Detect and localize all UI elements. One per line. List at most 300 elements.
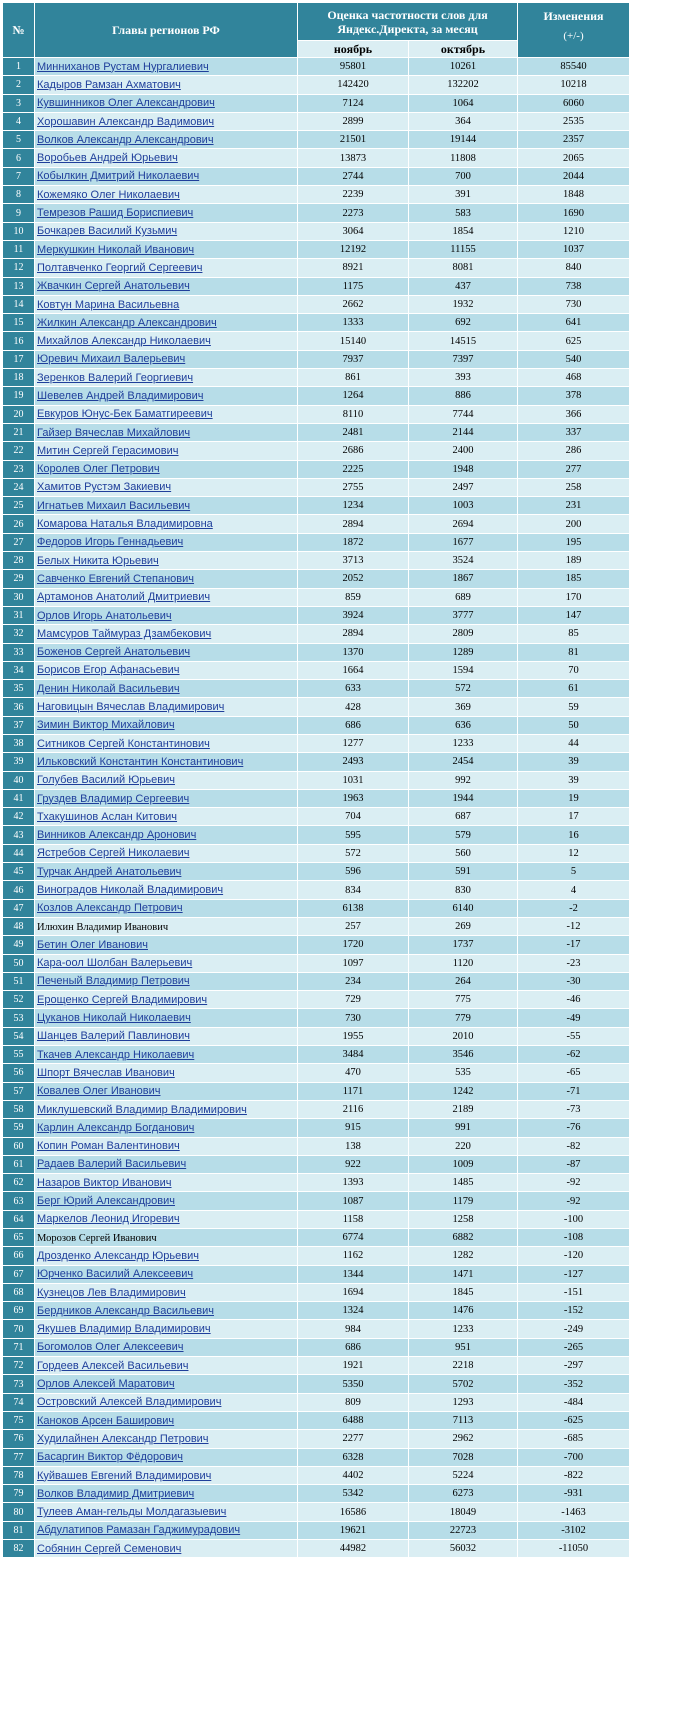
name-cell bbox=[35, 167, 298, 185]
governor-link[interactable]: Волков Александр Александрович bbox=[37, 133, 214, 146]
name-cell bbox=[35, 917, 298, 935]
table-row bbox=[3, 1082, 630, 1100]
change-value: 366 bbox=[518, 405, 630, 423]
november-value: 19621 bbox=[298, 1521, 409, 1539]
header-change-label: Изменения bbox=[543, 9, 604, 23]
november-value: 1393 bbox=[298, 1174, 409, 1192]
governor-link[interactable]: Темрезов Рашид Бориспиевич bbox=[37, 207, 194, 220]
november-value: 1158 bbox=[298, 1210, 409, 1228]
november-value: 428 bbox=[298, 698, 409, 716]
november-value: 257 bbox=[298, 917, 409, 935]
october-value: 692 bbox=[409, 314, 518, 332]
change-value: 641 bbox=[518, 314, 630, 332]
november-value: 3064 bbox=[298, 222, 409, 240]
governor-link[interactable]: Назаров Виктор Иванович bbox=[37, 1176, 172, 1189]
table-row bbox=[3, 1521, 630, 1539]
november-value: 2894 bbox=[298, 515, 409, 533]
table-row bbox=[3, 899, 630, 917]
governor-link[interactable]: Юрченко Василий Алексеевич bbox=[37, 1268, 194, 1281]
october-value: 1948 bbox=[409, 460, 518, 478]
row-number: 2 bbox=[3, 76, 35, 94]
governors-table bbox=[2, 2, 630, 1558]
row-number: 43 bbox=[3, 826, 35, 844]
table-row bbox=[3, 1357, 630, 1375]
november-value: 3713 bbox=[298, 552, 409, 570]
table-row bbox=[3, 753, 630, 771]
name-cell bbox=[35, 625, 298, 643]
governor-link[interactable]: Боженов Сергей Анатольевич bbox=[37, 646, 191, 659]
change-value: 61 bbox=[518, 680, 630, 698]
governor-link[interactable]: Полтавченко Георгий Сергеевич bbox=[37, 261, 203, 274]
table-row bbox=[3, 1064, 630, 1082]
name-cell bbox=[35, 1192, 298, 1210]
table-row bbox=[3, 204, 630, 222]
table-row bbox=[3, 844, 630, 862]
governor-name: Морозов Сергей Иванович bbox=[37, 1232, 157, 1244]
governor-link[interactable]: Жилкин Александр Александрович bbox=[37, 316, 217, 329]
change-value: -931 bbox=[518, 1485, 630, 1503]
table-row bbox=[3, 369, 630, 387]
october-value: 1282 bbox=[409, 1247, 518, 1265]
row-number: 69 bbox=[3, 1302, 35, 1320]
october-value: 393 bbox=[409, 369, 518, 387]
november-value: 1955 bbox=[298, 1027, 409, 1045]
october-value: 2454 bbox=[409, 753, 518, 771]
governor-link[interactable]: Воробьев Андрей Юрьевич bbox=[37, 152, 178, 165]
october-value: 779 bbox=[409, 1009, 518, 1027]
october-value: 1737 bbox=[409, 936, 518, 954]
change-value: 337 bbox=[518, 423, 630, 441]
row-number: 29 bbox=[3, 570, 35, 588]
november-value: 1370 bbox=[298, 643, 409, 661]
row-number: 22 bbox=[3, 442, 35, 460]
governor-link[interactable]: Берг Юрий Александрович bbox=[37, 1195, 175, 1208]
change-value: 1037 bbox=[518, 240, 630, 258]
governor-link[interactable]: Артамонов Анатолий Дмитриевич bbox=[37, 591, 211, 604]
governor-link[interactable]: Комарова Наталья Владимировна bbox=[37, 518, 213, 531]
governor-link[interactable]: Ерощенко Сергей Владимирович bbox=[37, 993, 208, 1006]
october-value: 7397 bbox=[409, 350, 518, 368]
october-value: 1845 bbox=[409, 1283, 518, 1301]
table-row bbox=[3, 972, 630, 990]
october-value: 11155 bbox=[409, 240, 518, 258]
governor-link[interactable]: Богомолов Олег Алексеевич bbox=[37, 1341, 184, 1354]
name-cell bbox=[35, 131, 298, 149]
table-row bbox=[3, 716, 630, 734]
november-value: 2894 bbox=[298, 625, 409, 643]
table-row bbox=[3, 295, 630, 313]
name-cell bbox=[35, 350, 298, 368]
october-value: 7028 bbox=[409, 1448, 518, 1466]
name-cell bbox=[35, 1247, 298, 1265]
row-number: 52 bbox=[3, 991, 35, 1009]
table-row bbox=[3, 570, 630, 588]
november-value: 859 bbox=[298, 588, 409, 606]
november-value: 21501 bbox=[298, 131, 409, 149]
row-number: 30 bbox=[3, 588, 35, 606]
governor-link[interactable]: Ковтун Марина Васильевна bbox=[37, 298, 180, 311]
name-cell bbox=[35, 661, 298, 679]
november-value: 6328 bbox=[298, 1448, 409, 1466]
october-value: 369 bbox=[409, 698, 518, 716]
governor-link[interactable]: Ястребов Сергей Николаевич bbox=[37, 847, 190, 860]
name-cell bbox=[35, 771, 298, 789]
governor-link[interactable]: Куйвашев Евгений Владимирович bbox=[37, 1469, 212, 1482]
row-number: 44 bbox=[3, 844, 35, 862]
table-row bbox=[3, 460, 630, 478]
governor-link[interactable]: Ильковский Константин Константинович bbox=[37, 755, 244, 768]
name-cell bbox=[35, 863, 298, 881]
governor-link[interactable]: Тулеев Аман-гельды Молдагазыевич bbox=[37, 1506, 227, 1519]
governor-link[interactable]: Митин Сергей Герасимович bbox=[37, 444, 179, 457]
table-row bbox=[3, 1210, 630, 1228]
governor-link[interactable]: Кара-оол Шолбан Валерьевич bbox=[37, 957, 193, 970]
november-value: 7124 bbox=[298, 94, 409, 112]
row-number: 60 bbox=[3, 1137, 35, 1155]
change-value: -120 bbox=[518, 1247, 630, 1265]
october-value: 1471 bbox=[409, 1265, 518, 1283]
name-cell bbox=[35, 515, 298, 533]
governor-link[interactable]: Печеный Владимир Петрович bbox=[37, 975, 190, 988]
governor-link[interactable]: Игнатьев Михаил Васильевич bbox=[37, 499, 191, 512]
name-cell bbox=[35, 1485, 298, 1503]
governor-link[interactable]: Волков Владимир Дмитриевич bbox=[37, 1487, 195, 1500]
governor-link[interactable]: Маркелов Леонид Игоревич bbox=[37, 1213, 180, 1226]
row-number: 7 bbox=[3, 167, 35, 185]
october-value: 269 bbox=[409, 917, 518, 935]
november-value: 596 bbox=[298, 863, 409, 881]
october-value: 364 bbox=[409, 112, 518, 130]
name-cell bbox=[35, 1357, 298, 1375]
change-value: 81 bbox=[518, 643, 630, 661]
row-number: 8 bbox=[3, 186, 35, 204]
row-number: 73 bbox=[3, 1375, 35, 1393]
november-value: 6138 bbox=[298, 899, 409, 917]
november-value: 2686 bbox=[298, 442, 409, 460]
governor-link[interactable]: Винников Александр Аронович bbox=[37, 829, 197, 842]
name-cell bbox=[35, 1375, 298, 1393]
table-row bbox=[3, 1283, 630, 1301]
change-value: -484 bbox=[518, 1393, 630, 1411]
change-value: 231 bbox=[518, 497, 630, 515]
governor-link[interactable]: Михайлов Александр Николаевич bbox=[37, 335, 211, 348]
november-value: 1031 bbox=[298, 771, 409, 789]
change-value: 200 bbox=[518, 515, 630, 533]
governor-link[interactable]: Ткачев Александр Николаевич bbox=[37, 1048, 195, 1061]
governor-link[interactable]: Ковалев Олег Иванович bbox=[37, 1085, 161, 1098]
october-value: 5702 bbox=[409, 1375, 518, 1393]
change-value: -46 bbox=[518, 991, 630, 1009]
change-value: -100 bbox=[518, 1210, 630, 1228]
change-value: -700 bbox=[518, 1448, 630, 1466]
change-value: 70 bbox=[518, 661, 630, 679]
governor-link[interactable]: Зимин Виктор Михайлович bbox=[37, 719, 175, 732]
october-value: 8081 bbox=[409, 259, 518, 277]
governor-link[interactable]: Кузнецов Лев Владимирович bbox=[37, 1286, 186, 1299]
october-value: 2189 bbox=[409, 1100, 518, 1118]
governor-link[interactable]: Жвачкин Сергей Анатольевич bbox=[37, 280, 190, 293]
governor-link[interactable]: Бетин Олег Иванович bbox=[37, 938, 148, 951]
november-value: 12192 bbox=[298, 240, 409, 258]
governor-link[interactable]: Шевелев Андрей Владимирович bbox=[37, 389, 204, 402]
name-cell bbox=[35, 295, 298, 313]
row-number: 1 bbox=[3, 58, 35, 76]
governor-link[interactable]: Каноков Арсен Баширович bbox=[37, 1414, 175, 1427]
governor-link[interactable]: Виноградов Николай Владимирович bbox=[37, 884, 224, 896]
october-value: 10261 bbox=[409, 58, 518, 76]
change-value: -822 bbox=[518, 1466, 630, 1484]
november-value: 861 bbox=[298, 369, 409, 387]
governor-link[interactable]: Гордеев Алексей Васильевич bbox=[37, 1359, 189, 1372]
change-value: -65 bbox=[518, 1064, 630, 1082]
governor-link[interactable]: Тхакушинов Аслан Китович bbox=[37, 810, 178, 823]
governor-link[interactable]: Савченко Евгений Степанович bbox=[37, 572, 195, 585]
change-value: -265 bbox=[518, 1338, 630, 1356]
november-value: 8921 bbox=[298, 259, 409, 277]
name-cell bbox=[35, 716, 298, 734]
november-value: 984 bbox=[298, 1320, 409, 1338]
november-value: 1921 bbox=[298, 1357, 409, 1375]
table-row bbox=[3, 1027, 630, 1045]
governor-link[interactable]: Кожемяко Олег Николаевич bbox=[37, 188, 180, 201]
october-value: 6882 bbox=[409, 1229, 518, 1247]
header-frequency: Оценка частотности слов для Яндекс.Директа, за месяц bbox=[298, 3, 518, 41]
name-cell bbox=[35, 734, 298, 752]
name-cell bbox=[35, 533, 298, 551]
governor-link[interactable]: Королев Олег Петрович bbox=[37, 463, 160, 476]
november-value: 1234 bbox=[298, 497, 409, 515]
governor-link[interactable]: Денин Николай Васильевич bbox=[37, 682, 180, 695]
november-value: 95801 bbox=[298, 58, 409, 76]
governor-link[interactable]: Островский Алексей Владимирович bbox=[37, 1396, 222, 1409]
row-number: 79 bbox=[3, 1485, 35, 1503]
governor-link[interactable]: Миклушевский Владимир Владимирович bbox=[37, 1103, 247, 1116]
name-cell bbox=[35, 991, 298, 1009]
governor-link[interactable]: Орлов Алексей Маратович bbox=[37, 1378, 175, 1391]
table-row bbox=[3, 881, 630, 899]
november-value: 5350 bbox=[298, 1375, 409, 1393]
table-row bbox=[3, 1247, 630, 1265]
governor-link[interactable]: Радаев Валерий Васильевич bbox=[37, 1158, 187, 1171]
table-row bbox=[3, 661, 630, 679]
row-number: 25 bbox=[3, 497, 35, 515]
change-value: -71 bbox=[518, 1082, 630, 1100]
header-october: октябрь bbox=[409, 41, 518, 58]
row-number: 18 bbox=[3, 369, 35, 387]
october-value: 700 bbox=[409, 167, 518, 185]
november-value: 2662 bbox=[298, 295, 409, 313]
table-row bbox=[3, 1046, 630, 1064]
change-value: 195 bbox=[518, 533, 630, 551]
change-value: 59 bbox=[518, 698, 630, 716]
table-row bbox=[3, 917, 630, 935]
row-number: 40 bbox=[3, 771, 35, 789]
change-value: 6060 bbox=[518, 94, 630, 112]
table-row bbox=[3, 240, 630, 258]
row-number: 13 bbox=[3, 277, 35, 295]
governor-link[interactable]: Абдулатипов Рамазан Гаджимурадович bbox=[37, 1524, 241, 1537]
november-value: 2744 bbox=[298, 167, 409, 185]
name-cell bbox=[35, 899, 298, 917]
table-row bbox=[3, 680, 630, 698]
governor-link[interactable]: Хамитов Рустэм Закиевич bbox=[37, 481, 172, 494]
change-value: -87 bbox=[518, 1155, 630, 1173]
table-row bbox=[3, 552, 630, 570]
november-value: 922 bbox=[298, 1155, 409, 1173]
october-value: 391 bbox=[409, 186, 518, 204]
october-value: 689 bbox=[409, 588, 518, 606]
change-value: 39 bbox=[518, 753, 630, 771]
change-value: 277 bbox=[518, 460, 630, 478]
row-number: 36 bbox=[3, 698, 35, 716]
governor-link[interactable]: Бердников Александр Васильевич bbox=[37, 1304, 214, 1317]
governor-link[interactable]: Ситников Сергей Константинович bbox=[37, 737, 210, 750]
governor-link[interactable]: Шпорт Вячеслав Иванович bbox=[37, 1066, 175, 1079]
governor-link[interactable]: Белых Никита Юрьевич bbox=[37, 554, 159, 567]
governor-link[interactable]: Якушев Владимир Владимирович bbox=[37, 1323, 211, 1336]
table-row bbox=[3, 1375, 630, 1393]
name-cell bbox=[35, 186, 298, 204]
row-number: 63 bbox=[3, 1192, 35, 1210]
row-number: 28 bbox=[3, 552, 35, 570]
change-value: 5 bbox=[518, 863, 630, 881]
governor-link[interactable]: Карлин Александр Богданович bbox=[37, 1121, 195, 1134]
governor-link[interactable]: Юревич Михаил Валерьевич bbox=[37, 353, 186, 366]
name-cell bbox=[35, 552, 298, 570]
governor-link[interactable]: Дрозденко Александр Юрьевич bbox=[37, 1249, 199, 1262]
change-value: 147 bbox=[518, 606, 630, 624]
governor-link[interactable]: Бочкарев Василий Кузьмич bbox=[37, 225, 178, 238]
header-november: ноябрь bbox=[298, 41, 409, 58]
november-value: 595 bbox=[298, 826, 409, 844]
row-number: 45 bbox=[3, 863, 35, 881]
name-cell bbox=[35, 277, 298, 295]
name-cell bbox=[35, 808, 298, 826]
name-cell bbox=[35, 1119, 298, 1137]
change-value: -76 bbox=[518, 1119, 630, 1137]
october-value: 1476 bbox=[409, 1302, 518, 1320]
table-row bbox=[3, 1485, 630, 1503]
change-value: 85540 bbox=[518, 58, 630, 76]
governor-link[interactable]: Цуканов Николай Николаевич bbox=[37, 1012, 191, 1025]
change-value: 17 bbox=[518, 808, 630, 826]
name-cell bbox=[35, 1521, 298, 1539]
change-value: 39 bbox=[518, 771, 630, 789]
october-value: 591 bbox=[409, 863, 518, 881]
governor-link[interactable]: Кобылкин Дмитрий Николаевич bbox=[37, 170, 200, 183]
governor-link[interactable]: Копин Роман Валентинович bbox=[37, 1140, 180, 1153]
governor-link[interactable]: Голубев Василий Юрьевич bbox=[37, 774, 175, 787]
name-cell bbox=[35, 76, 298, 94]
change-value: 189 bbox=[518, 552, 630, 570]
governor-link[interactable]: Наговицын Вячеслав Владимирович bbox=[37, 701, 225, 714]
november-value: 16586 bbox=[298, 1503, 409, 1521]
governor-link[interactable]: Меркушкин Николай Иванович bbox=[37, 243, 195, 256]
october-value: 991 bbox=[409, 1119, 518, 1137]
governor-link[interactable]: Козлов Александр Петрович bbox=[37, 902, 183, 915]
name-cell bbox=[35, 94, 298, 112]
table-row bbox=[3, 588, 630, 606]
november-value: 2899 bbox=[298, 112, 409, 130]
november-value: 4402 bbox=[298, 1466, 409, 1484]
name-cell bbox=[35, 1466, 298, 1484]
governor-link[interactable]: Мамсуров Таймураз Дзамбекович bbox=[37, 627, 212, 640]
october-value: 535 bbox=[409, 1064, 518, 1082]
row-number: 35 bbox=[3, 680, 35, 698]
row-number: 11 bbox=[3, 240, 35, 258]
name-cell bbox=[35, 1229, 298, 1247]
october-value: 2809 bbox=[409, 625, 518, 643]
name-cell bbox=[35, 1540, 298, 1558]
governor-link[interactable]: Борисов Егор Афанасьевич bbox=[37, 664, 180, 677]
row-number: 32 bbox=[3, 625, 35, 643]
governor-link[interactable]: Турчак Андрей Анатольевич bbox=[37, 865, 182, 878]
november-value: 2116 bbox=[298, 1100, 409, 1118]
november-value: 2273 bbox=[298, 204, 409, 222]
table-row bbox=[3, 1137, 630, 1155]
change-value: 2357 bbox=[518, 131, 630, 149]
governor-link[interactable]: Зеренков Валерий Георгиевич bbox=[37, 371, 194, 384]
october-value: 775 bbox=[409, 991, 518, 1009]
november-value: 15140 bbox=[298, 332, 409, 350]
governor-link[interactable]: Федоров Игорь Геннадьевич bbox=[37, 536, 184, 549]
table-row bbox=[3, 1174, 630, 1192]
october-value: 2497 bbox=[409, 478, 518, 496]
row-number: 67 bbox=[3, 1265, 35, 1283]
table-row bbox=[3, 277, 630, 295]
governor-link[interactable]: Минниханов Рустам Нургалиевич bbox=[37, 60, 209, 73]
governor-link[interactable]: Кувшинников Олег Александрович bbox=[37, 97, 215, 110]
november-value: 3484 bbox=[298, 1046, 409, 1064]
governor-link[interactable]: Басаргин Виктор Фёдорович bbox=[37, 1451, 183, 1464]
change-value: -49 bbox=[518, 1009, 630, 1027]
november-value: 2225 bbox=[298, 460, 409, 478]
governor-link[interactable]: Собянин Сергей Семенович bbox=[37, 1542, 182, 1555]
october-value: 132202 bbox=[409, 76, 518, 94]
october-value: 14515 bbox=[409, 332, 518, 350]
name-cell bbox=[35, 1100, 298, 1118]
change-value: -30 bbox=[518, 972, 630, 990]
row-number: 20 bbox=[3, 405, 35, 423]
november-value: 2052 bbox=[298, 570, 409, 588]
table-row bbox=[3, 1540, 630, 1558]
governor-link[interactable]: Кадыров Рамзан Ахматович bbox=[37, 78, 181, 91]
governor-name: Илюхин Владимир Иванович bbox=[37, 921, 169, 933]
november-value: 1963 bbox=[298, 789, 409, 807]
governor-link[interactable]: Худилайнен Александр Петрович bbox=[37, 1432, 209, 1445]
row-number: 51 bbox=[3, 972, 35, 990]
governor-link[interactable]: Шанцев Валерий Павлинович bbox=[37, 1030, 191, 1043]
governor-link[interactable]: Гайзер Вячеслав Михайлович bbox=[37, 426, 191, 439]
table-row bbox=[3, 808, 630, 826]
governor-link[interactable]: Груздев Владимир Сергеевич bbox=[37, 792, 190, 805]
name-cell bbox=[35, 1393, 298, 1411]
october-value: 2400 bbox=[409, 442, 518, 460]
governor-link[interactable]: Орлов Игорь Анатольевич bbox=[37, 609, 172, 622]
table-row bbox=[3, 1119, 630, 1137]
october-value: 5224 bbox=[409, 1466, 518, 1484]
row-number: 75 bbox=[3, 1411, 35, 1429]
change-value: 19 bbox=[518, 789, 630, 807]
row-number: 37 bbox=[3, 716, 35, 734]
row-number: 74 bbox=[3, 1393, 35, 1411]
october-value: 1932 bbox=[409, 295, 518, 313]
change-value: 258 bbox=[518, 478, 630, 496]
november-value: 1171 bbox=[298, 1082, 409, 1100]
governor-link[interactable]: Евкуров Юнус-Бек Баматгиреевич bbox=[37, 408, 213, 421]
change-value: 1690 bbox=[518, 204, 630, 222]
governor-link[interactable]: Хорошавин Александр Вадимович bbox=[37, 115, 215, 128]
